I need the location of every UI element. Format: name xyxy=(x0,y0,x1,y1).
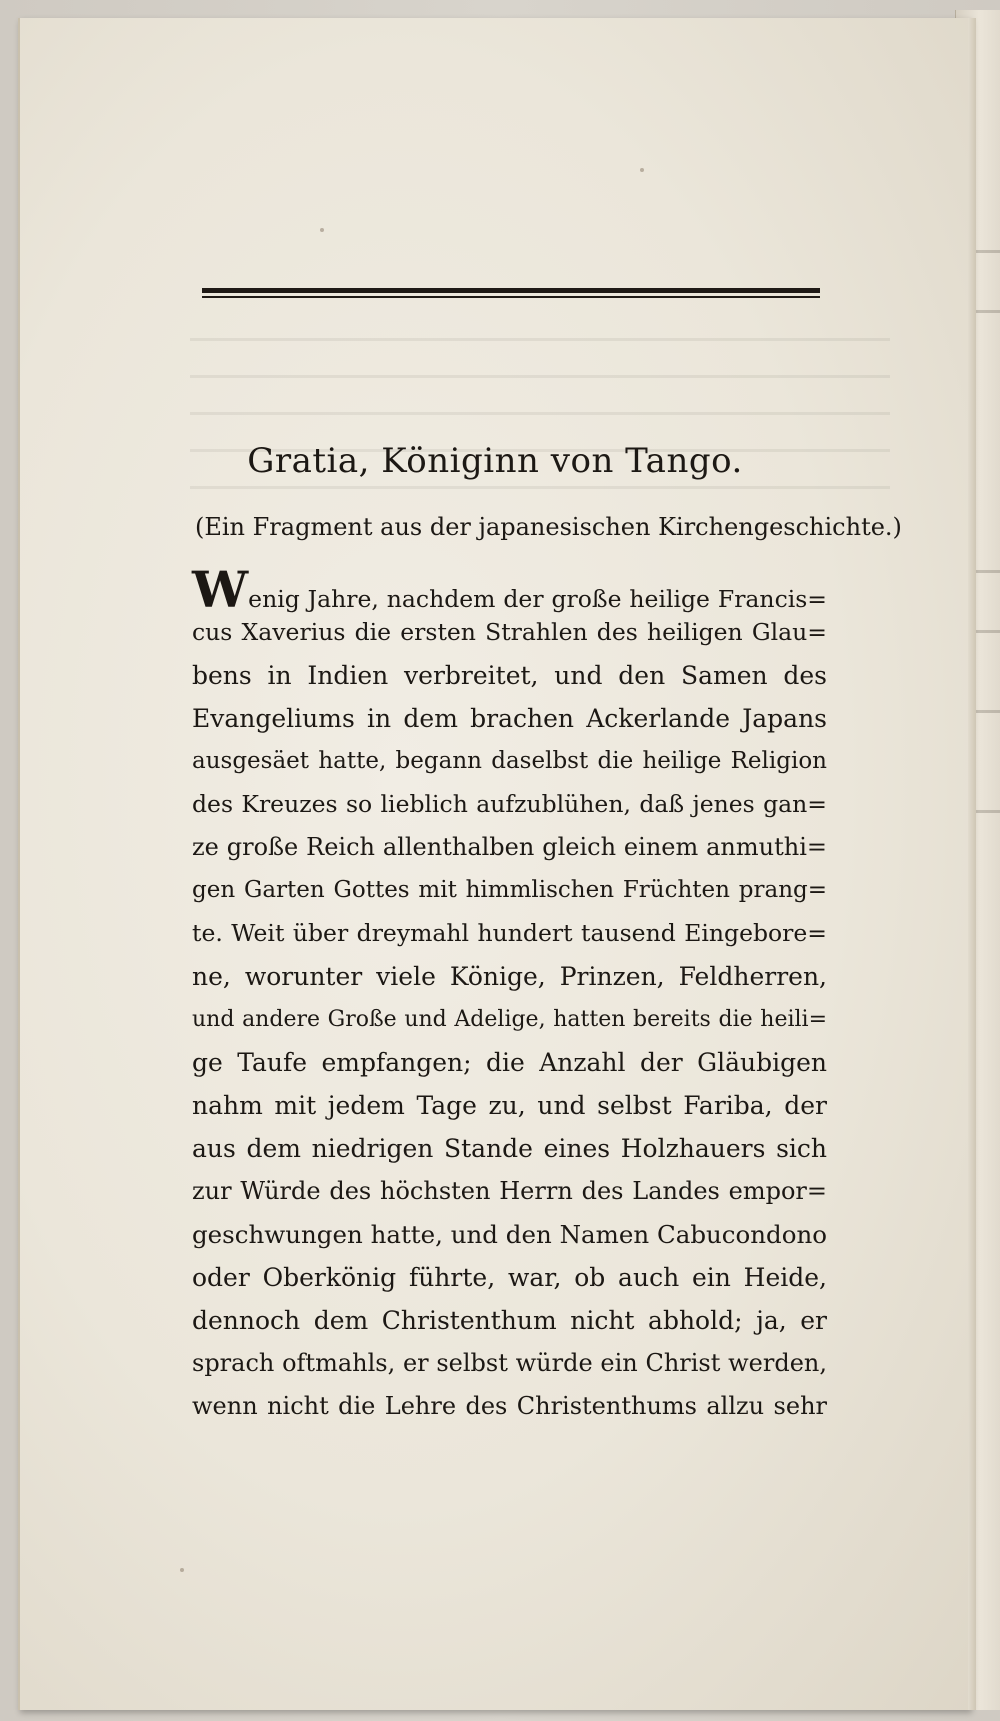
paper-speck xyxy=(320,228,324,232)
text-line: ne, worunter viele Könige, Prinzen, Feldherren, xyxy=(192,962,827,991)
body-text xyxy=(192,560,827,1428)
chapter-subtitle: (Ein Fragment aus der japanesischen Kirchengeschichte.) xyxy=(195,513,902,541)
text-line: dennoch dem Christenthum nicht abhold; ja, er xyxy=(192,1306,827,1335)
header-rule xyxy=(202,288,820,298)
text-line: und andere Große und Adelige, hatten bereits die heili= xyxy=(192,1007,827,1032)
text-line: ze große Reich allenthalben gleich einem anmuthi= xyxy=(192,833,827,861)
drop-cap: W xyxy=(192,560,249,619)
text-line: des Kreuzes so lieblich aufzublühen, daß jenes gan= xyxy=(192,790,827,818)
header-rule-thin xyxy=(202,296,820,298)
text-line: nahm mit jedem Tage zu, und selbst Fariba, der xyxy=(192,1091,827,1120)
text-line: bens in Indien verbreitet, und den Samen des xyxy=(192,661,827,690)
header-rule-thick xyxy=(202,288,820,293)
text-line: sprach oftmahls, er selbst würde ein Christ werden, xyxy=(192,1349,827,1377)
text-line: ge Taufe empfangen; die Anzahl der Gläubigen xyxy=(192,1048,827,1077)
text-line-content: enig Jahre, nachdem der große heilige Francis= xyxy=(248,585,827,613)
paper-speck xyxy=(640,168,644,172)
paper-speck xyxy=(180,1568,184,1572)
text-line xyxy=(192,560,827,619)
text-line: Evangeliums in dem brachen Ackerlande Japans xyxy=(192,704,827,733)
text-line: aus dem niedrigen Stande eines Holzhauers sich xyxy=(192,1134,827,1163)
text-line: gen Garten Gottes mit himmlischen Früchten prang= xyxy=(192,877,827,903)
book-page xyxy=(18,18,970,1710)
chapter-title: Gratia, Königinn von Tango. xyxy=(247,441,743,481)
text-line: zur Würde des höchsten Herrn des Landes empor= xyxy=(192,1177,827,1205)
text-line: ausgesäet hatte, begann daselbst die heilige Religion xyxy=(192,748,827,774)
page-edge xyxy=(968,18,976,1710)
text-line: oder Oberkönig führte, war, ob auch ein Heide, xyxy=(192,1263,827,1292)
text-line: cus Xaverius die ersten Strahlen des heiligen Glau= xyxy=(192,618,827,646)
text-line: geschwungen hatte, und den Namen Cabucondono xyxy=(192,1220,827,1249)
text-line: te. Weit über dreymahl hundert tausend Eingebore= xyxy=(192,919,827,947)
text-line: wenn nicht die Lehre des Christenthums allzu sehr xyxy=(192,1392,827,1420)
bleed-through-text xyxy=(190,338,890,523)
